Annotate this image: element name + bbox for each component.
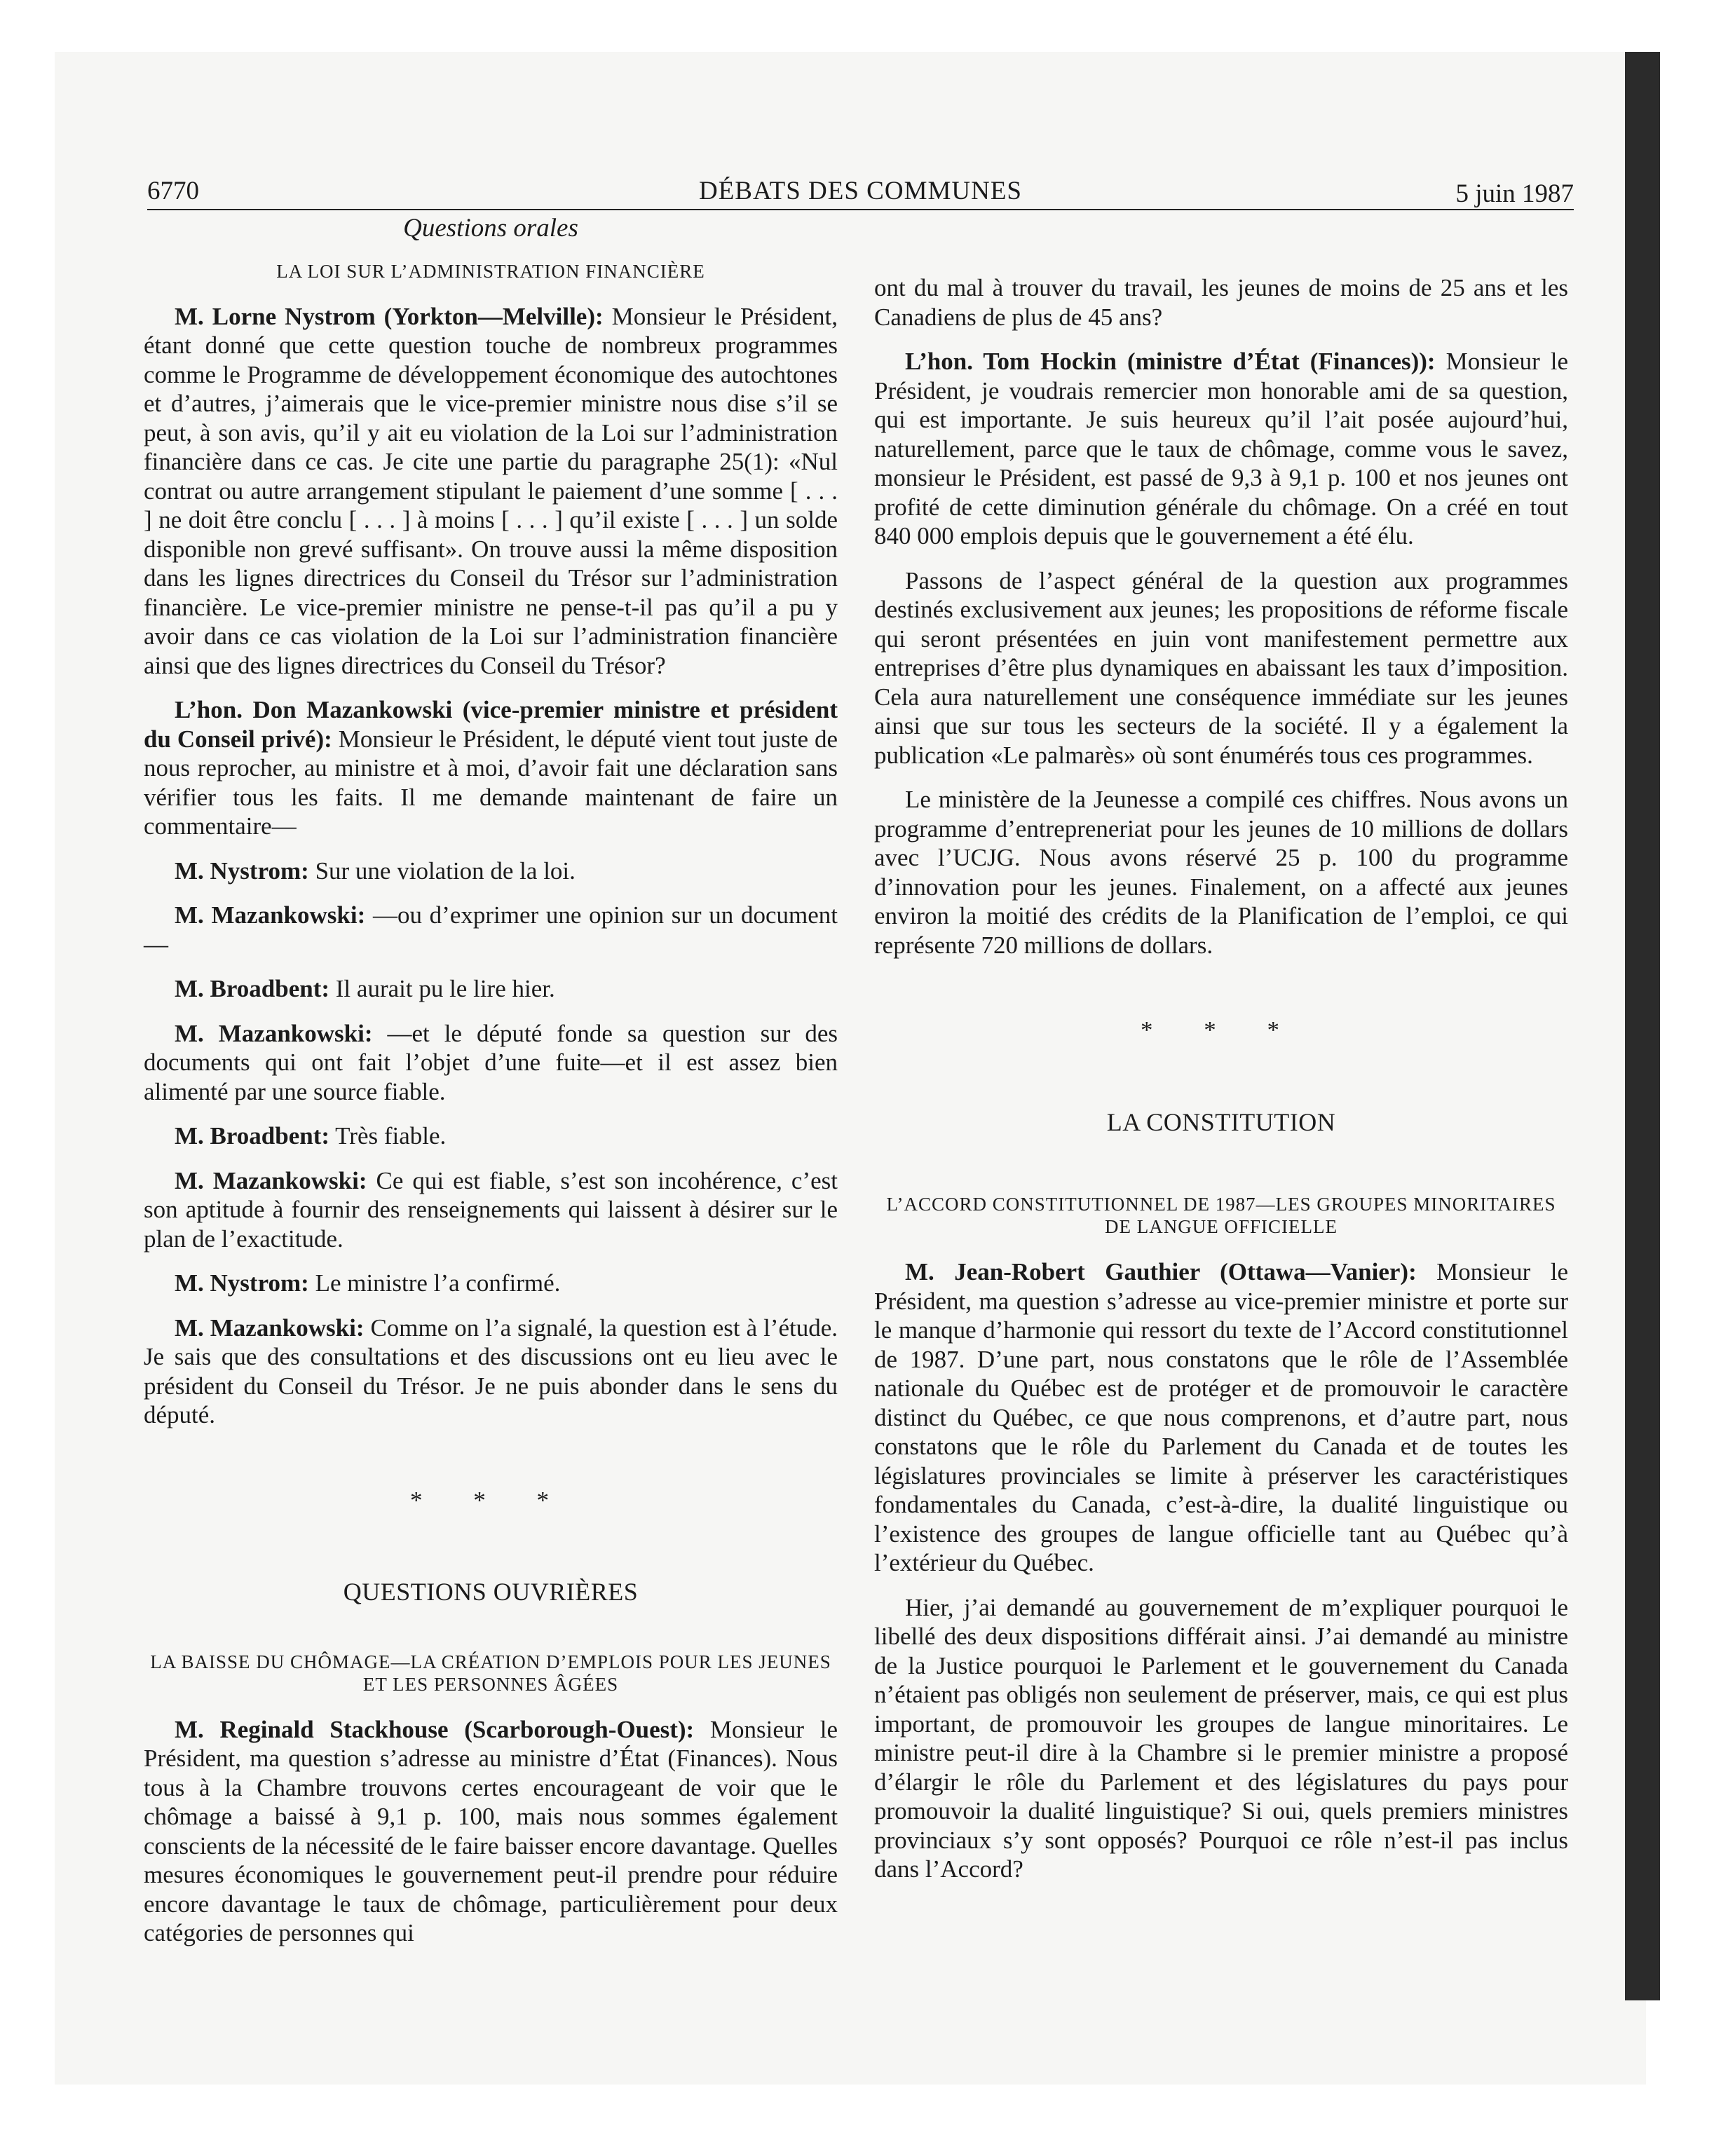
paragraph [144,857,838,886]
topic-heading-accord: L’ACCORD CONSTITUTIONNEL DE 1987—LES GROUPES MINORITAIRES DE LANGUE OFFICIELLE [886,1194,1556,1237]
paragraph-text: Comme on l’a signalé, la question est à l’étude. Je sais que des consultations et des discussions ont eu lieu avec le président du Conseil du Trésor. Je ne puis abonder dans le sens du député. [144,1314,838,1428]
paragraph-text: Monsieur le Président, je voudrais remercier mon honorable ami de sa question, qui est importante. Je suis heureux qu’il l’ait posée aujourd’hui, naturellement, parce que le taux de chômage, comme vous le savez, monsieur le Président, est passé de 9,3 à 9,1 p. 100 et nos jeunes ont profité de cette diminution générale du chômage. On a créé en tout 840 000 emplois depuis que le gouvernement a été élu. [874,348,1568,550]
section-separator: * * * [410,1486,571,1514]
paragraph [144,1269,838,1298]
paragraph [144,1166,838,1254]
paragraph [874,347,1568,551]
speaker-name: M. Reginald Stackhouse (Scarborough-Ouest): [175,1715,695,1743]
speaker-name: M. Broadbent: [175,1122,330,1149]
topic-heading-chomage: LA BAISSE DU CHÔMAGE—LA CRÉATION D’EMPLOIS POUR LES JEUNES ET LES PERSONNES ÂGÉES [150,1651,831,1695]
paragraph-text: Monsieur le Président, le député vient tout juste de nous reprocher, au ministre et à moi, d’avoir fait une déclaration sans vérifier tous les faits. Il me demande maintenant de faire un commentaire— [144,725,838,840]
paragraph [144,1314,838,1430]
paragraph-text: Il aurait pu le lire hier. [329,975,555,1002]
section-heading-constitution: LA CONSTITUTION [1106,1107,1336,1136]
speaker-name: M. Jean-Robert Gauthier (Ottawa—Vanier): [905,1258,1417,1285]
paragraph: Hier, j’ai demandé au gouvernement de m’expliquer pourquoi le libellé des deux dispositions différait ainsi. J’ai demandé au ministre de la Justice pourquoi le Parlement et le gouvernement du Canada n’étaient pas obligés non seulement de préserver, mais, ce qui est plus important, de promouvoir les groupes de langue minoritaires. Le ministre peut-il dire à la Chambre si le premier ministre a proposé d’élargir le rôle du Parlement et des législatures du pays pour promouvoir la dualité linguistique? Si oui, quels premiers ministres provinciaux s’y sont opposés? Pourquoi ce rôle n’est-il pas inclus dans l’Accord? [874,1593,1568,1883]
paragraph [144,1715,838,1948]
speaker-name: M. Mazankowski: [175,1019,373,1047]
speaker-name: M. Mazankowski: [175,1166,367,1194]
paragraph [144,974,838,1004]
speaker-name: M. Mazankowski: [175,901,366,929]
paragraph [144,302,838,681]
publication-title: DÉBATS DES COMMUNES [698,177,1022,205]
right-column [874,273,1568,1899]
scan-edge-bar [1625,52,1660,2000]
section-heading-questions-ouvrieres: QUESTIONS OUVRIÈRES [343,1578,639,1606]
paragraph-text: Ce qui est fiable, s’est son incohérence, c’est son aptitude à fournir des renseignements qui laissent à désirer sur le plan de l’exactitude. [144,1166,838,1253]
page-number: 6770 [147,177,199,205]
paragraph [144,1019,838,1107]
paragraph-text: —ou d’exprimer une opinion sur un document— [144,901,838,958]
paragraph-text: —et le député fonde sa question sur des documents qui ont fait l’objet d’une fuite—et il est assez bien alimenté par une source fiable. [144,1019,838,1105]
paragraph-text: Le ministre l’a confirmé. [308,1269,561,1297]
paragraph-text: Monsieur le Président, ma question s’adresse au ministre d’État (Finances). Nous tous à la Chambre trouvons certes encourageant de voir que le chômage a baissé à 9,1 p. 100, mais nous sommes également conscients de la nécessité de le faire baisser encore davantage. Quelles mesures économiques le gouvernement peut-il prendre pour réduire encore davantage le taux de chômage, particulièrement pour deux catégories de personnes qui [144,1715,838,1946]
paragraph-text: Monsieur le Président, étant donné que cette question touche de nombreux programmes comme le Programme de développement économique des autochtones et d’autres, j’aimerais que le vice-premier ministre nous dise s’il se peut, à son avis, qu’il y ait eu violation de la Loi sur l’administration financière dans ce cas. Je cite une partie du paragraphe 25(1): «Nul contrat ou autre arrangement stipulant le paiement d’une somme [ . . . ] ne doit être conclu [ . . . ] à moins [ . . . ] qu’il existe [ . . . ] un solde disponible non grevé suffisant». On trouve aussi la même disposition dans les lignes directrices du Conseil du Trésor sur l’administration financière. Le vice-premier ministre ne pense-t-il pas qu’il a pu y avoir dans ce cas violation de la Loi sur l’administration financière ainsi que des lignes directrices du Conseil du Trésor? [144,302,838,679]
paragraph [144,695,838,841]
paragraph-continued: ont du mal à trouver du travail, les jeunes de moins de 25 ans et les Canadiens de plus de 45 ans? [874,274,1568,331]
paragraph [874,1257,1568,1578]
section-label: Questions orales [403,214,578,243]
page-header [147,174,1574,210]
page-date: 5 juin 1987 [1455,179,1574,208]
paragraph-text: Très fiable. [329,1122,447,1149]
topic-heading-financial-act: LA LOI SUR L’ADMINISTRATION FINANCIÈRE [276,260,705,282]
section-separator: * * * [1141,1016,1302,1044]
paragraph: Le ministère de la Jeunesse a compilé ces chiffres. Nous avons un programme d’entrepreneriat pour les jeunes de 10 millions de dollars avec l’UCJG. Nous avons réservé 25 p. 100 du programme d’innovation pour les jeunes. Finalement, on a affecté aux jeunes environ la moitié des crédits de la Planification de l’emploi, ce qui représente 720 millions de dollars. [874,786,1568,959]
paragraph-text: Monsieur le Président, ma question s’adresse au vice-premier ministre et porte sur le manque d’harmonie qui ressort du texte de l’Accord constitutionnel de 1987. D’une part, nous constatons que le rôle de l’Assemblée nationale du Québec est de protéger et de promouvoir le caractère distinct du Québec, ce que nous comprenons, et d’autre part, nous constatons que le rôle du Parlement du Canada et de toutes les législatures provinciales se limite à préserver les caractéristiques fondamentales du Canada, c’est-à-dire, la dualité linguistique ou l’existence des groupes de langue officielle tant au Québec qu’à l’extérieur du Québec. [874,1258,1568,1576]
paragraph [144,901,838,959]
speaker-name: M. Broadbent: [175,975,330,1002]
speaker-name: M. Nystrom: [175,1269,309,1297]
speaker-name: L’hon. Tom Hockin (ministre d’État (Finances)): [905,348,1436,375]
speaker-name: L’hon. Don Mazankowski (vice-premier ministre et président du Conseil privé): [144,696,838,753]
paragraph [144,1121,838,1151]
paragraph: Passons de l’aspect général de la question aux programmes destinés exclusivement aux jeunes; les propositions de réforme fiscale qui seront présentées en juin vont manifestement permettre aux entreprises d’être plus dynamiques en abaissant les taux d’imposition. Cela aura naturellement une conséquence immédiate sur les jeunes ainsi que sur tous les secteurs de la société. Il y a également la publication «Le palmarès» où sont énumérés tous ces programmes. [874,566,1568,769]
left-column [144,214,838,1963]
speaker-name: M. Nystrom: [175,857,309,885]
paragraph-text: Sur une violation de la loi. [308,857,576,885]
speaker-name: M. Lorne Nystrom (Yorkton—Melville): [175,302,604,330]
speaker-name: M. Mazankowski: [175,1314,365,1342]
